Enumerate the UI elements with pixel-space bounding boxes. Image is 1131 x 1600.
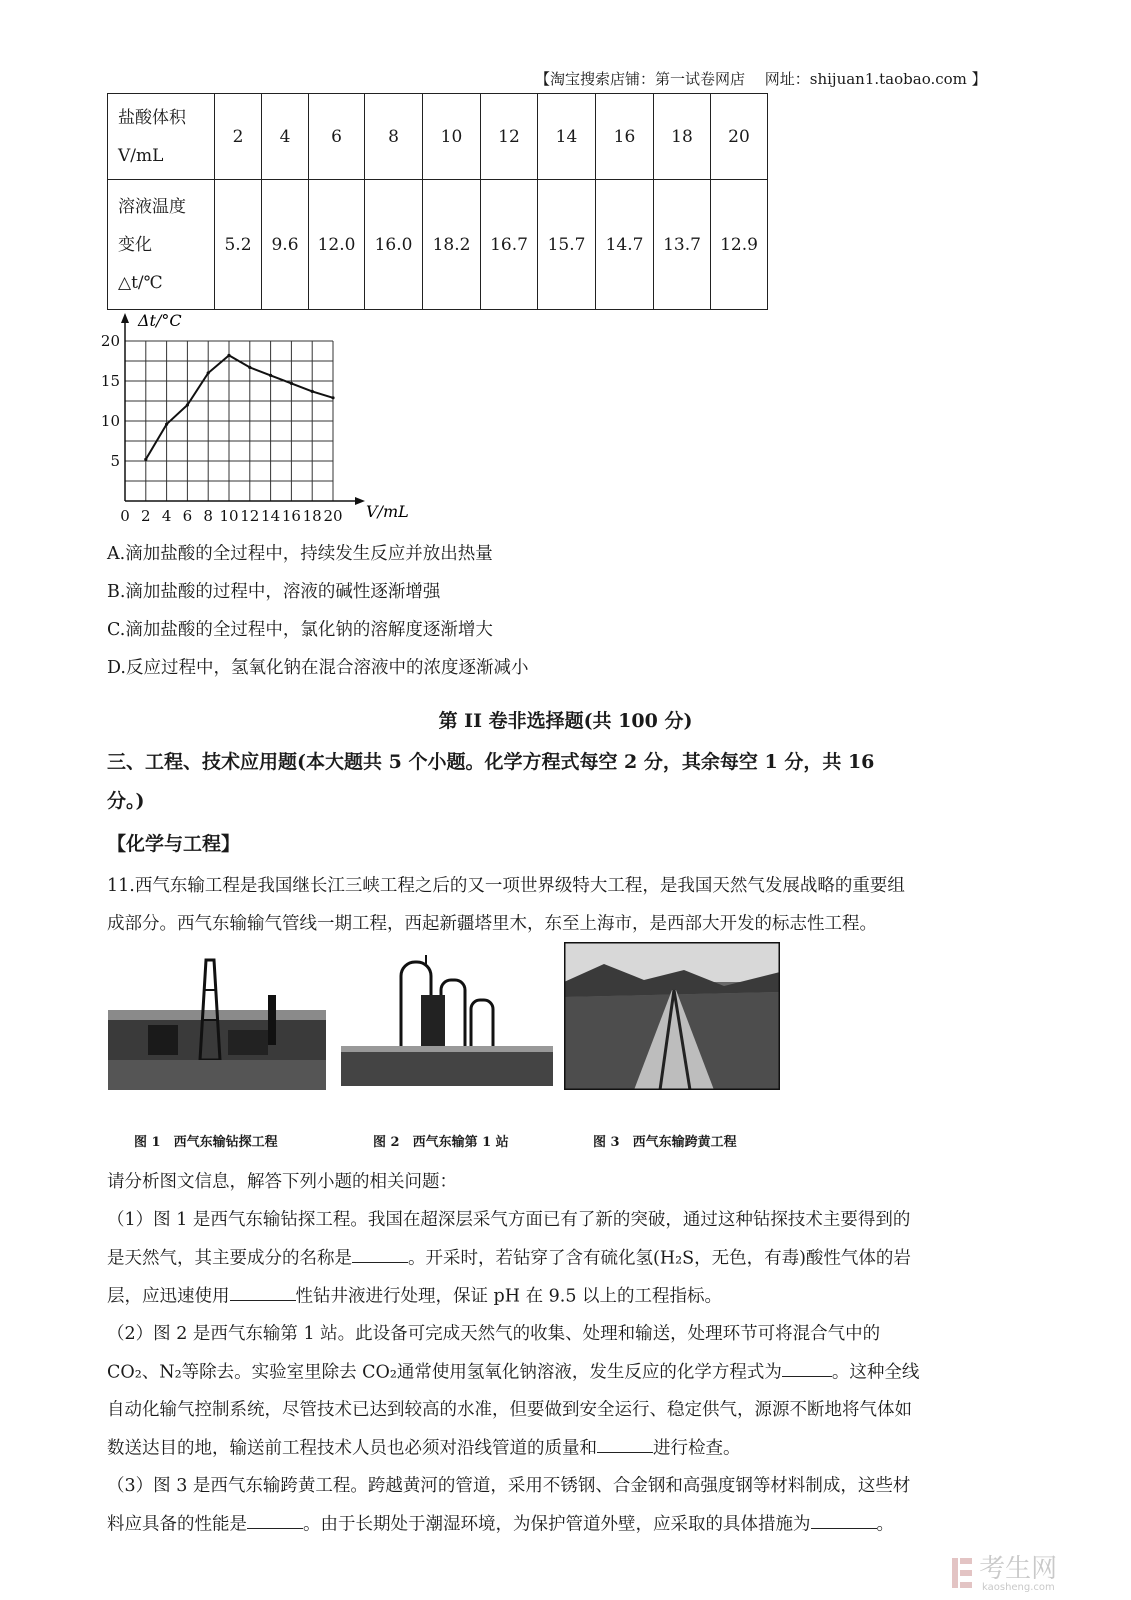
data-point: [144, 458, 147, 461]
table-cell: 16.7: [481, 180, 538, 310]
answer-blank[interactable]: [247, 1510, 303, 1529]
table-cell: 18: [654, 94, 711, 180]
data-point: [290, 382, 293, 385]
table-cell: 5.2: [215, 180, 262, 310]
data-point: [186, 403, 189, 406]
table-cell: 10: [423, 94, 481, 180]
q2-text: 。这种全线: [831, 1362, 920, 1383]
q2-line1: （2）图 2 是西气东输第 1 站。此设备可完成天然气的收集、处理和输送，处理环节可将混合气中的: [107, 1324, 881, 1344]
q11-intro-line1: 11.西气东输工程是我国继长江三峡工程之后的又一项世界级特大工程，是我国天然气发展战略的重要组: [107, 876, 905, 896]
q3-line1: （3）图 3 是西气东输跨黄工程。跨越黄河的管道，采用不锈钢、合金钢和高强度钢等材料制成，这些材: [107, 1476, 911, 1496]
figure-1-caption: 图 1 西气东输钻探工程: [134, 1135, 278, 1150]
data-point: [331, 396, 334, 399]
table-cell: 14: [538, 94, 596, 180]
watermark-url: kaosheng.com: [982, 1582, 1055, 1593]
q2-line4: [107, 1434, 741, 1459]
q2-text: CO₂、N₂等除去。实验室里除去 CO₂通常使用氢氧化钠溶液，发生反应的化学方程式为: [107, 1362, 782, 1383]
table-row: [108, 94, 768, 180]
chart-axes: [121, 313, 365, 505]
x-tick-label: 4: [161, 507, 172, 525]
temperature-chart: [100, 310, 450, 538]
y-tick-label: 20: [100, 332, 120, 350]
y-axis-arrow: [121, 313, 129, 323]
x-tick-label: 0: [120, 507, 130, 525]
y-tick-label: 5: [110, 452, 120, 470]
subject-tag: 【化学与工程】: [107, 833, 241, 855]
header-note: 【淘宝搜索店铺：第一试卷网店 网址：shijuan1.taobao.com 】: [535, 70, 987, 88]
series-line: [146, 355, 333, 459]
q1-text: 性钻井液进行处理，保证 pH 在 9.5 以上的工程指标。: [295, 1286, 723, 1307]
row-head-line: 盐酸体积: [118, 107, 186, 128]
table-cell: 16.0: [365, 180, 423, 310]
part3-title-line1: 三、工程、技术应用题(本大题共 5 个小题。化学方程式每空 2 分，其余每空 1 分，共 16: [107, 751, 875, 773]
y-axis-label: Δt/°C: [138, 311, 182, 330]
figure-3-pipeline-photo: [564, 942, 780, 1090]
option-d: D.反应过程中，氢氧化钠在混合溶液中的浓度逐渐减小: [107, 658, 529, 678]
q1-text: 。开采时，若钻穿了含有硫化氢(H₂S，无色，有毒)酸性气体的岩: [408, 1248, 911, 1269]
chart-grid: [125, 341, 333, 501]
x-axis-label: V/mL: [366, 502, 409, 521]
section-title: 第 II 卷非选择题(共 100 分): [438, 710, 693, 732]
watermark-text: 考生网: [979, 1554, 1058, 1584]
data-point: [165, 423, 168, 426]
q11-intro-line2: 成部分。西气东输输气管线一期工程，西起新疆塔里木，东至上海市，是西部大开发的标志性工程。: [107, 914, 877, 934]
figure-2-station-photo: [341, 950, 553, 1090]
table-cell: 15.7: [538, 180, 596, 310]
watermark: [950, 1548, 1058, 1593]
answer-blank[interactable]: [352, 1244, 408, 1263]
row-head-line: V/mL: [118, 145, 164, 166]
answer-blank[interactable]: [230, 1282, 296, 1301]
chart-series: [144, 354, 334, 461]
part3-title-line2: 分。): [107, 790, 145, 812]
q2-line3: 自动化输气控制系统，尽管技术已达到较高的水准，但要做到安全运行、稳定供气，源源不断地将气体如: [107, 1400, 912, 1420]
q2-text: 进行检查。: [653, 1438, 741, 1459]
row-head-volume: [108, 94, 215, 180]
data-point: [248, 366, 251, 369]
watermark-logo-icon: [950, 1556, 974, 1590]
x-tick-label: 6: [182, 507, 193, 525]
data-point: [311, 390, 314, 393]
answer-blank[interactable]: [782, 1358, 832, 1377]
row-head-line: 变化: [118, 234, 152, 255]
x-tick-label: 10: [219, 507, 239, 525]
table-cell: 2: [215, 94, 262, 180]
answer-blank[interactable]: [597, 1434, 653, 1453]
q1-text: 层，应迅速使用: [107, 1286, 230, 1307]
table-cell: 12.9: [711, 180, 768, 310]
x-tick-label: 20: [323, 507, 343, 525]
x-tick-label: 12: [240, 507, 260, 525]
row-head-line: 溶液温度: [118, 196, 186, 217]
option-a: A.滴加盐酸的全过程中，持续发生反应并放出热量: [107, 544, 493, 564]
q3-text: 。: [876, 1514, 894, 1535]
q1-line3: [107, 1282, 722, 1307]
table-cell: 20: [711, 94, 768, 180]
x-axis-arrow: [355, 497, 365, 505]
x-tick-label: 14: [261, 507, 281, 525]
option-c: C.滴加盐酸的全过程中，氯化钠的溶解度逐渐增大: [107, 620, 493, 640]
table-cell: 12: [481, 94, 538, 180]
row-head-line: △t/℃: [118, 272, 163, 293]
figure-1-drilling-photo: [108, 950, 326, 1090]
table-cell: 12.0: [309, 180, 365, 310]
x-tick-label: 16: [281, 507, 301, 525]
table-cell: 14.7: [596, 180, 654, 310]
answer-blank[interactable]: [811, 1510, 877, 1529]
table-row: [108, 180, 768, 310]
table-cell: 4: [262, 94, 309, 180]
x-tick-label: 18: [302, 507, 322, 525]
data-point: [227, 354, 230, 357]
table-cell: 6: [309, 94, 365, 180]
q3-text: 。由于长期处于潮湿环境，为保护管道外壁，应采取的具体措施为: [303, 1514, 811, 1535]
table-cell: 18.2: [423, 180, 481, 310]
table-cell: 8: [365, 94, 423, 180]
q1-text: 是天然气，其主要成分的名称是: [107, 1248, 352, 1269]
y-tick-label: 10: [100, 412, 120, 430]
x-tick-label: 2: [141, 507, 151, 525]
row-head-temp: [108, 180, 215, 310]
table-cell: 13.7: [654, 180, 711, 310]
data-point: [207, 371, 210, 374]
data-table: [107, 93, 768, 310]
x-tick-label: 8: [203, 507, 213, 525]
q3-text: 料应具备的性能是: [107, 1514, 247, 1535]
q2-text: 数送达目的地，输送前工程技术人员也必须对沿线管道的质量和: [107, 1438, 597, 1459]
q1-line2: [107, 1244, 911, 1269]
figure-2-caption: 图 2 西气东输第 1 站: [373, 1135, 509, 1150]
y-tick-label: 15: [100, 372, 120, 390]
instruction: 请分析图文信息，解答下列小题的相关问题：: [107, 1172, 457, 1192]
data-point: [269, 374, 272, 377]
figure-3-caption: 图 3 西气东输跨黄工程: [593, 1135, 737, 1150]
q1-line1: （1）图 1 是西气东输钻探工程。我国在超深层采气方面已有了新的突破，通过这种钻探技术主要得到的: [107, 1210, 911, 1230]
table-cell: 16: [596, 94, 654, 180]
q2-line2: [107, 1358, 919, 1383]
table-cell: 9.6: [262, 180, 309, 310]
q3-line2: [107, 1510, 894, 1535]
option-b: B.滴加盐酸的过程中，溶液的碱性逐渐增强: [107, 582, 441, 602]
